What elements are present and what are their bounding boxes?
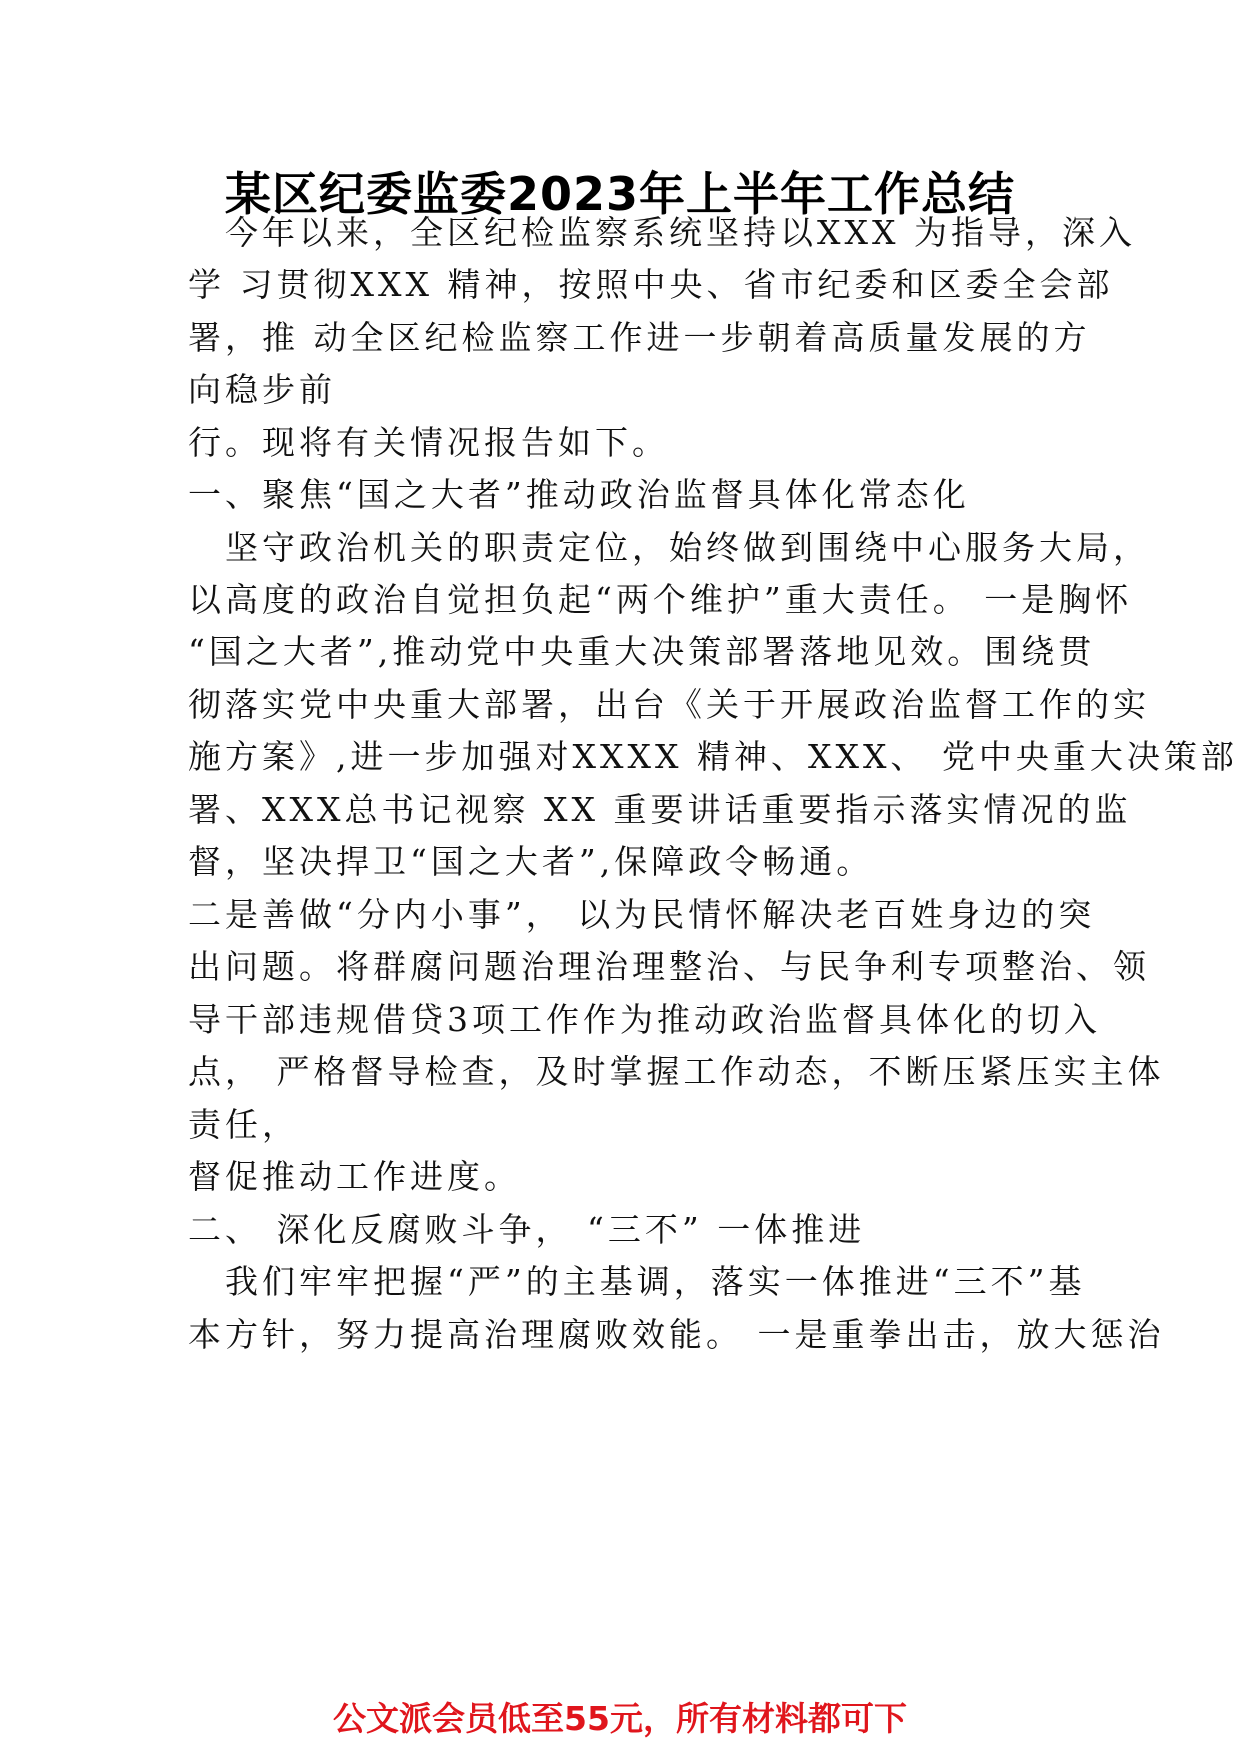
document-title: 某区纪委监委2023年上半年工作总结: [224, 167, 1016, 221]
body-line: 行。现将有关情况报告如下。: [188, 423, 669, 462]
body-line: 向稳步前: [188, 370, 336, 409]
body-line: 彻落实党中央重大部署，出台《关于开展政治监督工作的实: [188, 685, 1150, 724]
body-line: 署、XXX总书记视察 XX 重要讲话重要指示落实情况的监: [188, 790, 1132, 829]
body-line: 今年以来，全区纪检监察系统坚持以XXX 为指导，深入: [188, 213, 1136, 252]
body-line: 二、 深化反腐败斗争， “三不” 一体推进: [188, 1210, 866, 1249]
body-line: 一、聚焦“国之大者”推动政治监督具体化常态化: [188, 475, 970, 514]
body-line: 督，坚决捍卫“国之大者”,保障政令畅通。: [188, 842, 874, 881]
promo-footer: 公文派会员低至55元，所有材料都可下: [333, 1699, 907, 1738]
body-line: 责任，: [188, 1105, 299, 1144]
body-line: 出问题。将群腐问题治理治理整治、与民争利专项整治、领: [188, 947, 1150, 986]
body-line: “国之大者”,推动党中央重大决策部署落地见效。围绕贯: [188, 632, 1096, 671]
body-line: 二是善做“分内小事”， 以为民情怀解决老百姓身边的突: [188, 895, 1096, 934]
body-line: 署，推 动全区纪检监察工作进一步朝着高质量发展的方: [188, 318, 1091, 357]
body-line: 学 习贯彻XXX 精神，按照中央、省市纪委和区委全会部: [188, 265, 1114, 304]
body-line: 施方案》,进一步加强对XXXX 精神、XXX、 党中央重大决策部: [188, 737, 1238, 776]
body-line: 坚守政治机关的职责定位，始终做到围绕中心服务大局，: [188, 528, 1150, 567]
body-line: 我们牢牢把握“严”的主基调，落实一体推进“三不”基: [188, 1262, 1086, 1301]
body-line: 点， 严格督导检查，及时掌握工作动态，不断压紧压实主体: [188, 1052, 1165, 1091]
body-line: 本方针，努力提高治理腐败效能。 一是重拳出击，放大惩治: [188, 1315, 1165, 1354]
body-line: 督促推动工作进度。: [188, 1157, 521, 1196]
body-line: 以高度的政治自觉担负起“两个维护”重大责任。 一是胸怀: [188, 580, 1133, 619]
body-line: 导干部违规借贷3项工作作为推动政治监督具体化的切入: [188, 1000, 1101, 1039]
